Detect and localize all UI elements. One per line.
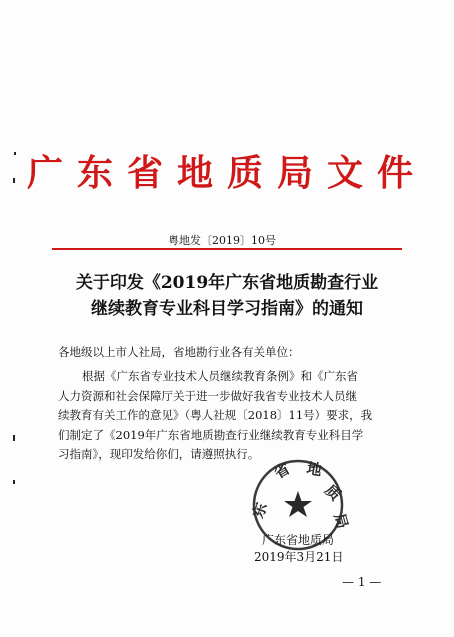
notice-title-line-2: 继续教育专业科目学习指南》的通知 [91,299,363,319]
scan-mark-lower [13,435,15,441]
svg-text:局: 局 [330,511,352,531]
document-header-title: 广东省地质局文件 [26,153,427,194]
body-line: 们制定了《2019年广东省地质勘查行业继续教育专业科目学 [58,427,364,442]
header-divider [52,248,402,250]
body-line: 根据《广东省专业技术人员继续教育条例》和《广东省 [82,369,358,383]
body-line: 续教育有关工作的意见》（粤人社规〔2018〕11号）要求，我 [58,408,373,422]
svg-text:地: 地 [305,459,324,480]
salutation: 各地级以上市人社局，省地勘行业各有关单位： [58,345,300,359]
scan-mark-bottom [13,480,15,484]
notice-title-line-1: 关于印发《2019年广东省地质勘查行业 [75,273,379,293]
notice-title [50,270,404,322]
document-number: 粤地发〔2019〕10号 [168,234,276,247]
body-paragraph [58,367,398,465]
svg-text:质: 质 [321,481,345,505]
page-number: — 1 — [342,575,382,589]
body-line: 习指南》，现印发给你们，请遵照执行。 [58,447,260,461]
issuing-organization: 广东省地质局 [262,533,335,547]
issue-date: 2019年3月21日 [254,550,344,564]
svg-text:东: 东 [248,500,271,521]
body-line: 人力资源和社会保障厅关于进一步做好我省专业技术人员继 [58,388,357,403]
svg-text:省: 省 [271,459,294,483]
